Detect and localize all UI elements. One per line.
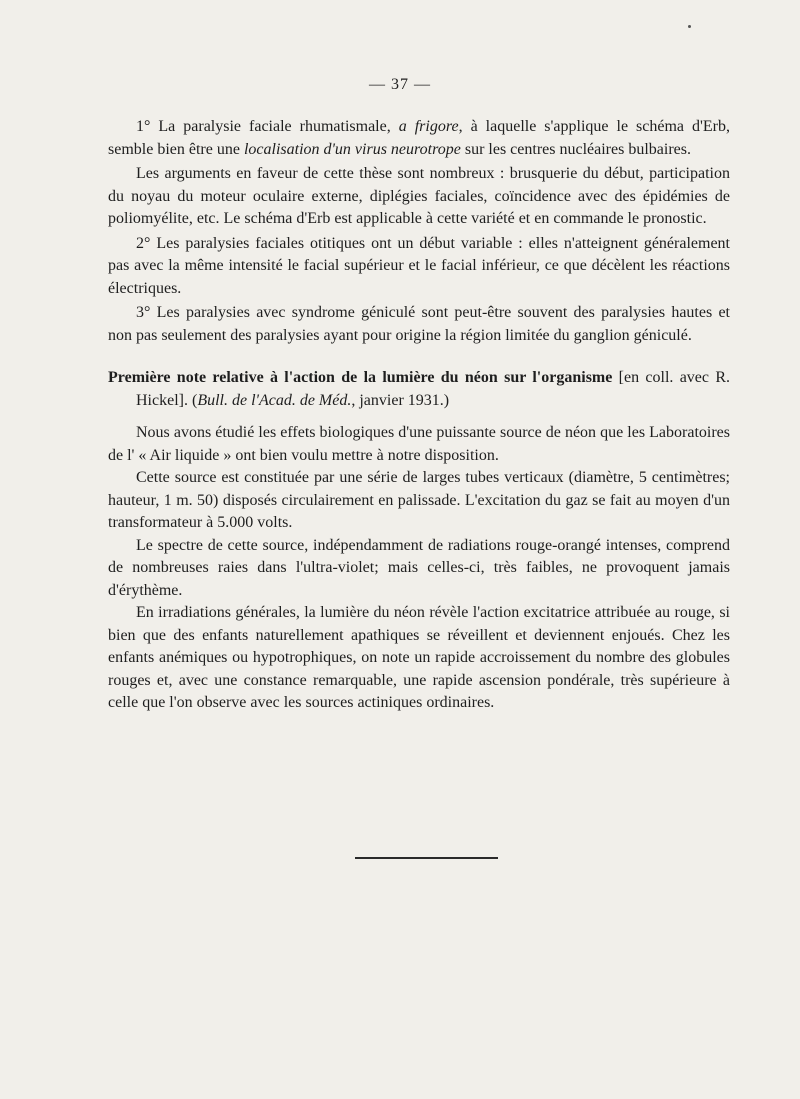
scan-speck — [688, 25, 691, 28]
note-journal: Bull. de l'Acad. de Méd. — [197, 391, 352, 409]
page-number: — 37 — — [369, 76, 431, 93]
paragraph-2: Les arguments en faveur de cette thèse sont nombreux : brusquerie du début, participation du noyau du moteur oculaire externe, diplégies faciales, coïncidence avec des épidémies de poliomyélite, etc. Le schéma d'Erb est applicable à cette variété et en commande le pronostic. — [108, 165, 730, 227]
paragraph-3: 2° Les paralysies faciales otitiques ont un début variable : elles n'atteignent généralement pas avec la même intensité le facial supérieur et le facial inférieur, ce que décèlent les réactions électriques. — [108, 234, 730, 297]
body-text — [108, 116, 730, 715]
paragraph-1-italic-b: localisation d'un virus neurotrope — [243, 140, 461, 158]
paragraph-1-part-a: 1° La paralysie faciale rhumatismale, — [136, 118, 399, 135]
section-rule — [355, 857, 498, 859]
paragraph-1-italic-a: a frigore — [398, 118, 459, 135]
paragraph-1-part-c: sur les centres nucléaires bulbaires. — [460, 140, 691, 158]
note-date: , janvier 1931.) — [351, 391, 450, 409]
paragraph-1-part-b: , à laquelle s'applique le schéma d'Erb, semble bien être une — [108, 118, 731, 158]
note-title-authors: [en coll. avec R. Hickel]. ( — [136, 369, 730, 409]
note-paragraph-4: En irradiations générales, la lumière du néon révèle l'action excitatrice attribuée au rouge, si bien que des enfants naturellement apathiques se réveillent et deviennent enjoués. Chez les enfants anémiques ou hypotrophiques, on note un rapide accroissement du nombre des globules rouges et, avec une constance remarquable, une rapide ascension pondérale, très supérieure à celle que l'on observe avec les sources actiniques ordinaires. — [108, 604, 730, 711]
note-body — [108, 422, 730, 715]
note-paragraph-3: Le spectre de cette source, indépendamment de radiations rouge-orangé intenses, comprend de nombreuses raies dans l'ultra-violet; mais celles-ci, très faibles, ne provoquent jamais d'érythème. — [108, 536, 730, 599]
note-paragraph-1: Nous avons étudié les effets biologiques d'une puissante source de néon que les Laboratoires de l' « Air liquide » ont bien voulu mettre à notre disposition. — [108, 424, 730, 464]
note-title-bold: Première note relative à l'action de la lumière du néon sur l'organisme — [108, 369, 613, 386]
paragraph-4: 3° Les paralysies avec syndrome géniculé sont peut-être souvent des paralysies hautes et non pas seulement des paralysies ayant pour origine la région limitée du ganglion géniculé. — [108, 304, 730, 344]
note-paragraph-2: Cette source est constituée par une série de larges tubes verticaux (diamètre, 5 centimètres; hauteur, 1 m. 50) disposés circulairement en palissade. L'excitation du gaz se fait au moyen d'un transformateur à 5.000 volts. — [108, 469, 730, 531]
note-title — [108, 367, 730, 412]
paragraph-1 — [108, 116, 730, 161]
